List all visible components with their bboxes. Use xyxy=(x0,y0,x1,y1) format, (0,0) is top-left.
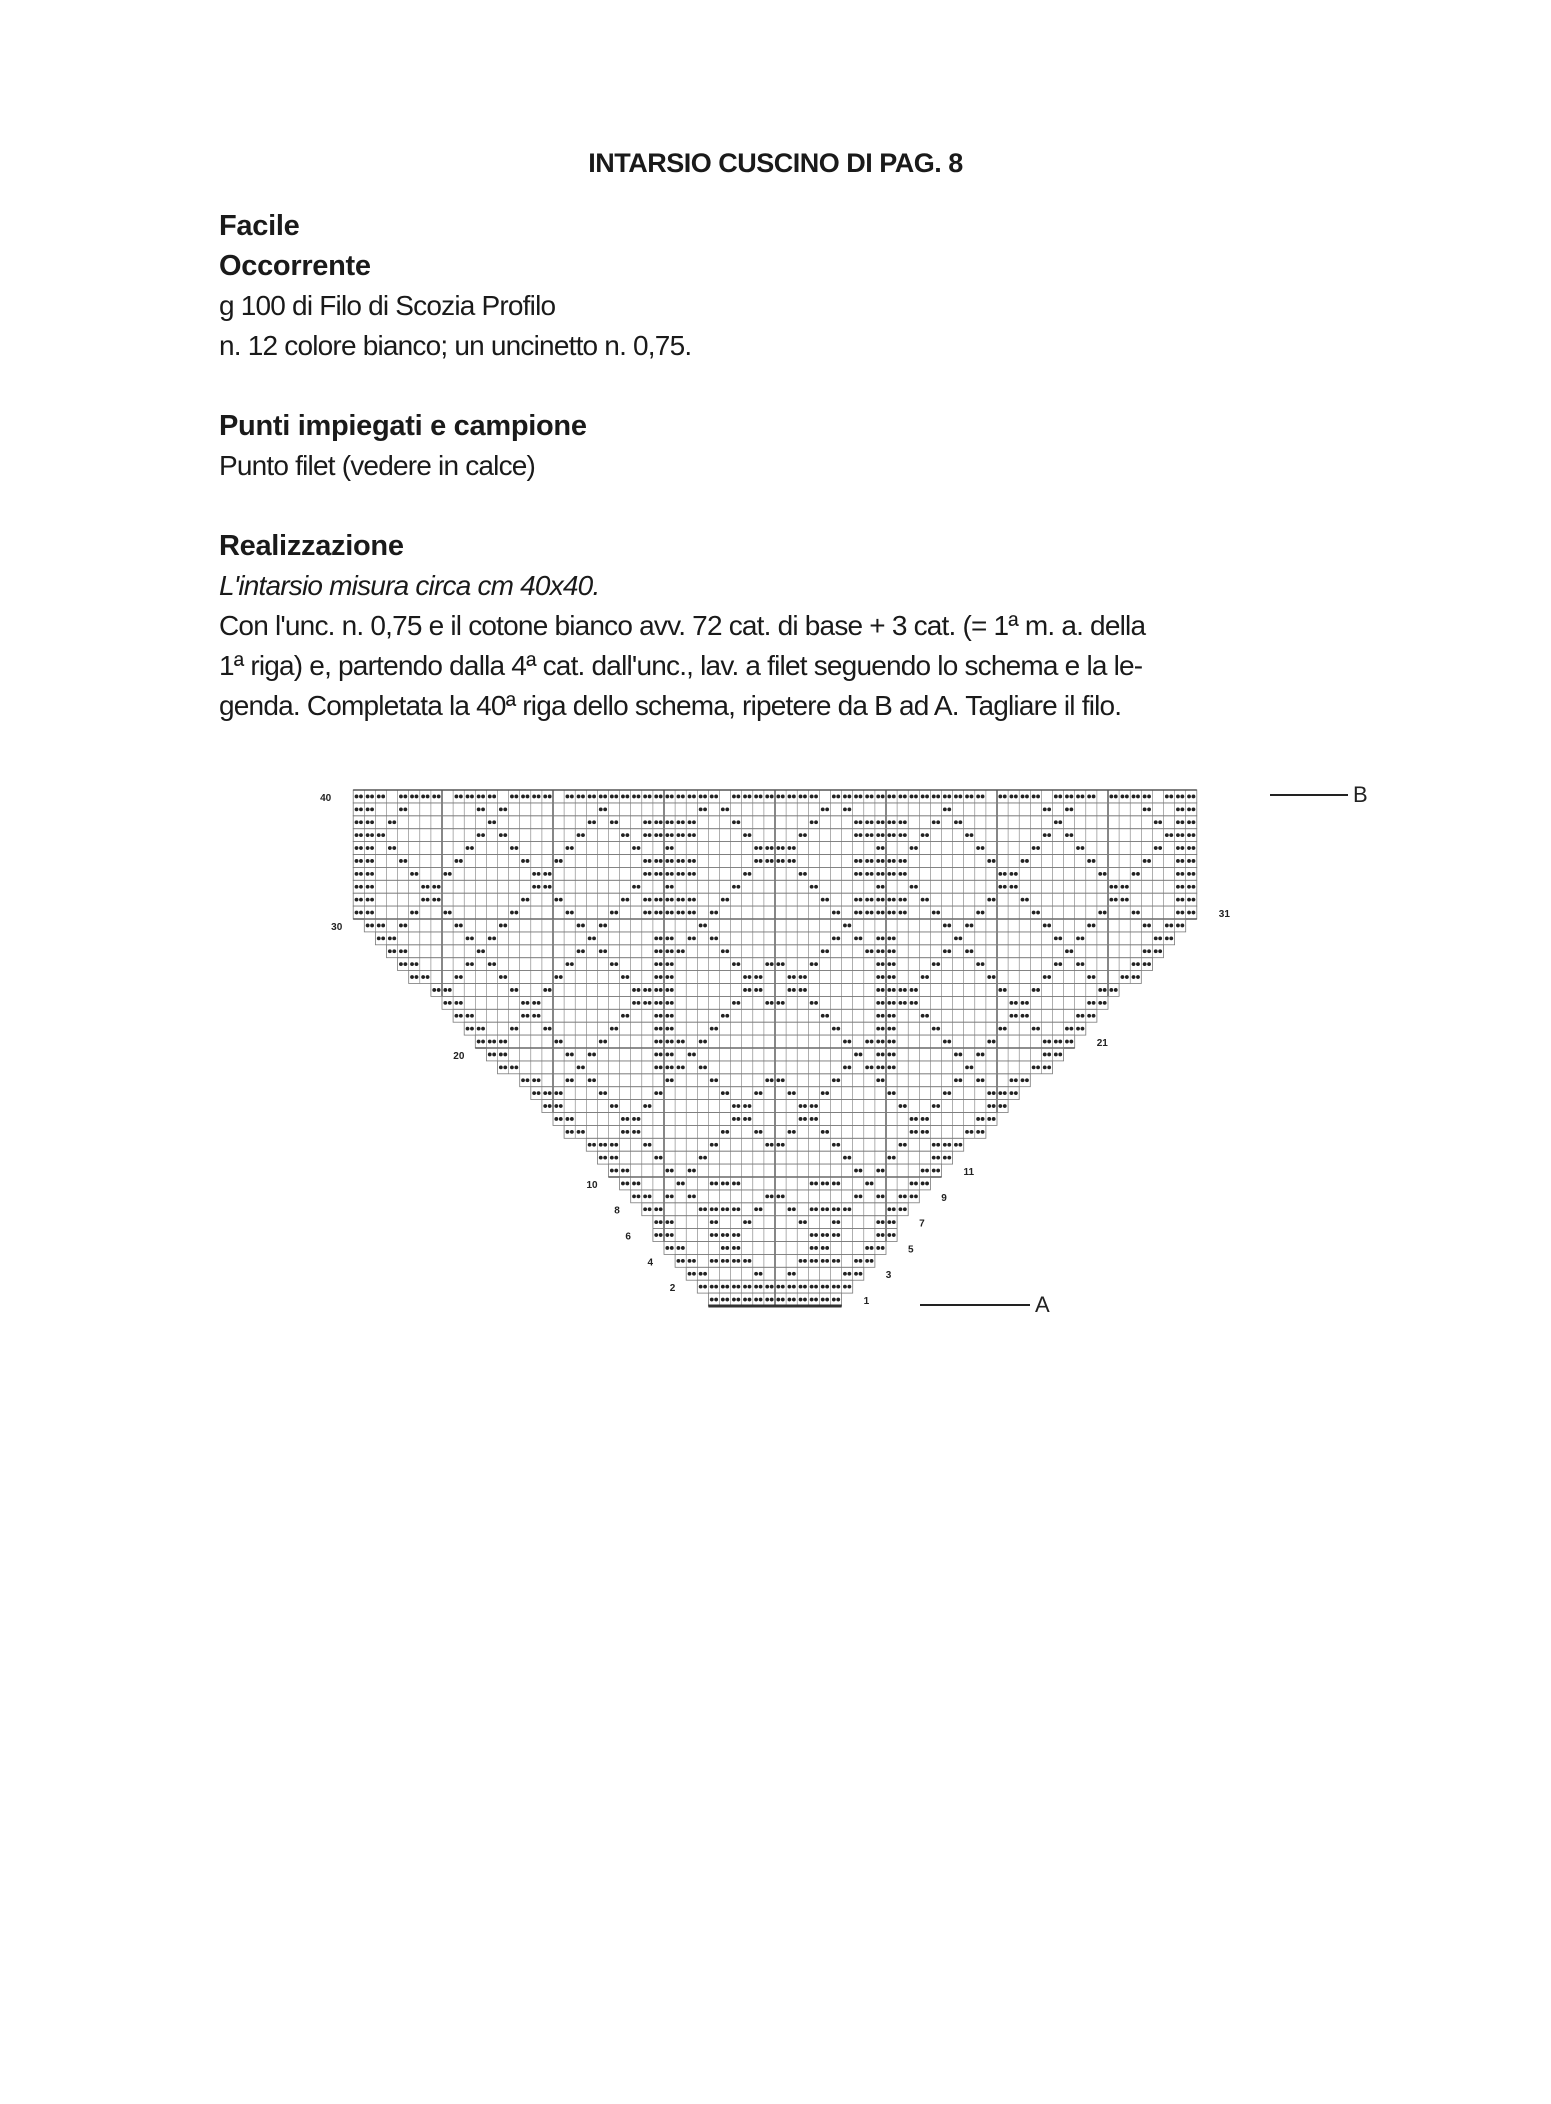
row-label-left: 10 xyxy=(586,1179,598,1191)
difficulty-label: Facile xyxy=(219,210,300,242)
row-label-left: 30 xyxy=(331,921,343,933)
making-heading: Realizzazione xyxy=(219,530,404,562)
making-line-1: Con l'unc. n. 0,75 e il cotone bianco avv. 72 cat. di base + 3 cat. (= 1ª m. a. della xyxy=(219,610,1146,641)
row-label-right: 21 xyxy=(1096,1038,1108,1049)
stitches-heading: Punti impiegati e campione xyxy=(219,410,587,442)
row-label-right: 5 xyxy=(908,1244,914,1256)
materials-heading: Occorrente xyxy=(219,250,371,282)
point-a-label: A xyxy=(1035,1292,1050,1317)
materials-line-1: g 100 di Filo di Scozia Profilo xyxy=(219,290,556,321)
row-label-right: 7 xyxy=(919,1218,925,1230)
making-line-3: genda. Completata la 40ª riga dello schema, ripetere da B ad A. Tagliare il filo. xyxy=(219,690,1122,721)
row-label-right: 11 xyxy=(963,1167,975,1178)
row-label-right: 31 xyxy=(1218,909,1230,920)
making-line-2: 1ª riga) e, partendo dalla 4ª cat. dall'unc., lav. a filet seguendo lo schema e la le- xyxy=(219,650,1143,681)
row-label-left: 20 xyxy=(453,1050,465,1062)
row-label-right: 3 xyxy=(885,1270,892,1282)
row-label-left: 6 xyxy=(625,1231,631,1243)
materials-line-2: n. 12 colore bianco; un uncinetto n. 0,75. xyxy=(219,330,692,361)
point-b-label: B xyxy=(1353,782,1368,807)
row-label-left: 2 xyxy=(669,1283,676,1295)
filet-chart xyxy=(0,760,1551,1320)
stitches-text: Punto filet (vedere in calce) xyxy=(219,450,536,481)
page-title: INTARSIO CUSCINO DI PAG. 8 xyxy=(588,148,963,178)
row-label-left: 8 xyxy=(614,1205,620,1217)
row-label-right: 1 xyxy=(863,1296,870,1307)
chart-grid xyxy=(353,790,1197,1306)
making-size: L'intarsio misura circa cm 40x40. xyxy=(219,570,600,601)
row-label-left: 40 xyxy=(320,792,332,804)
row-label-left: 4 xyxy=(647,1257,654,1269)
row-label-right: 9 xyxy=(941,1192,947,1204)
